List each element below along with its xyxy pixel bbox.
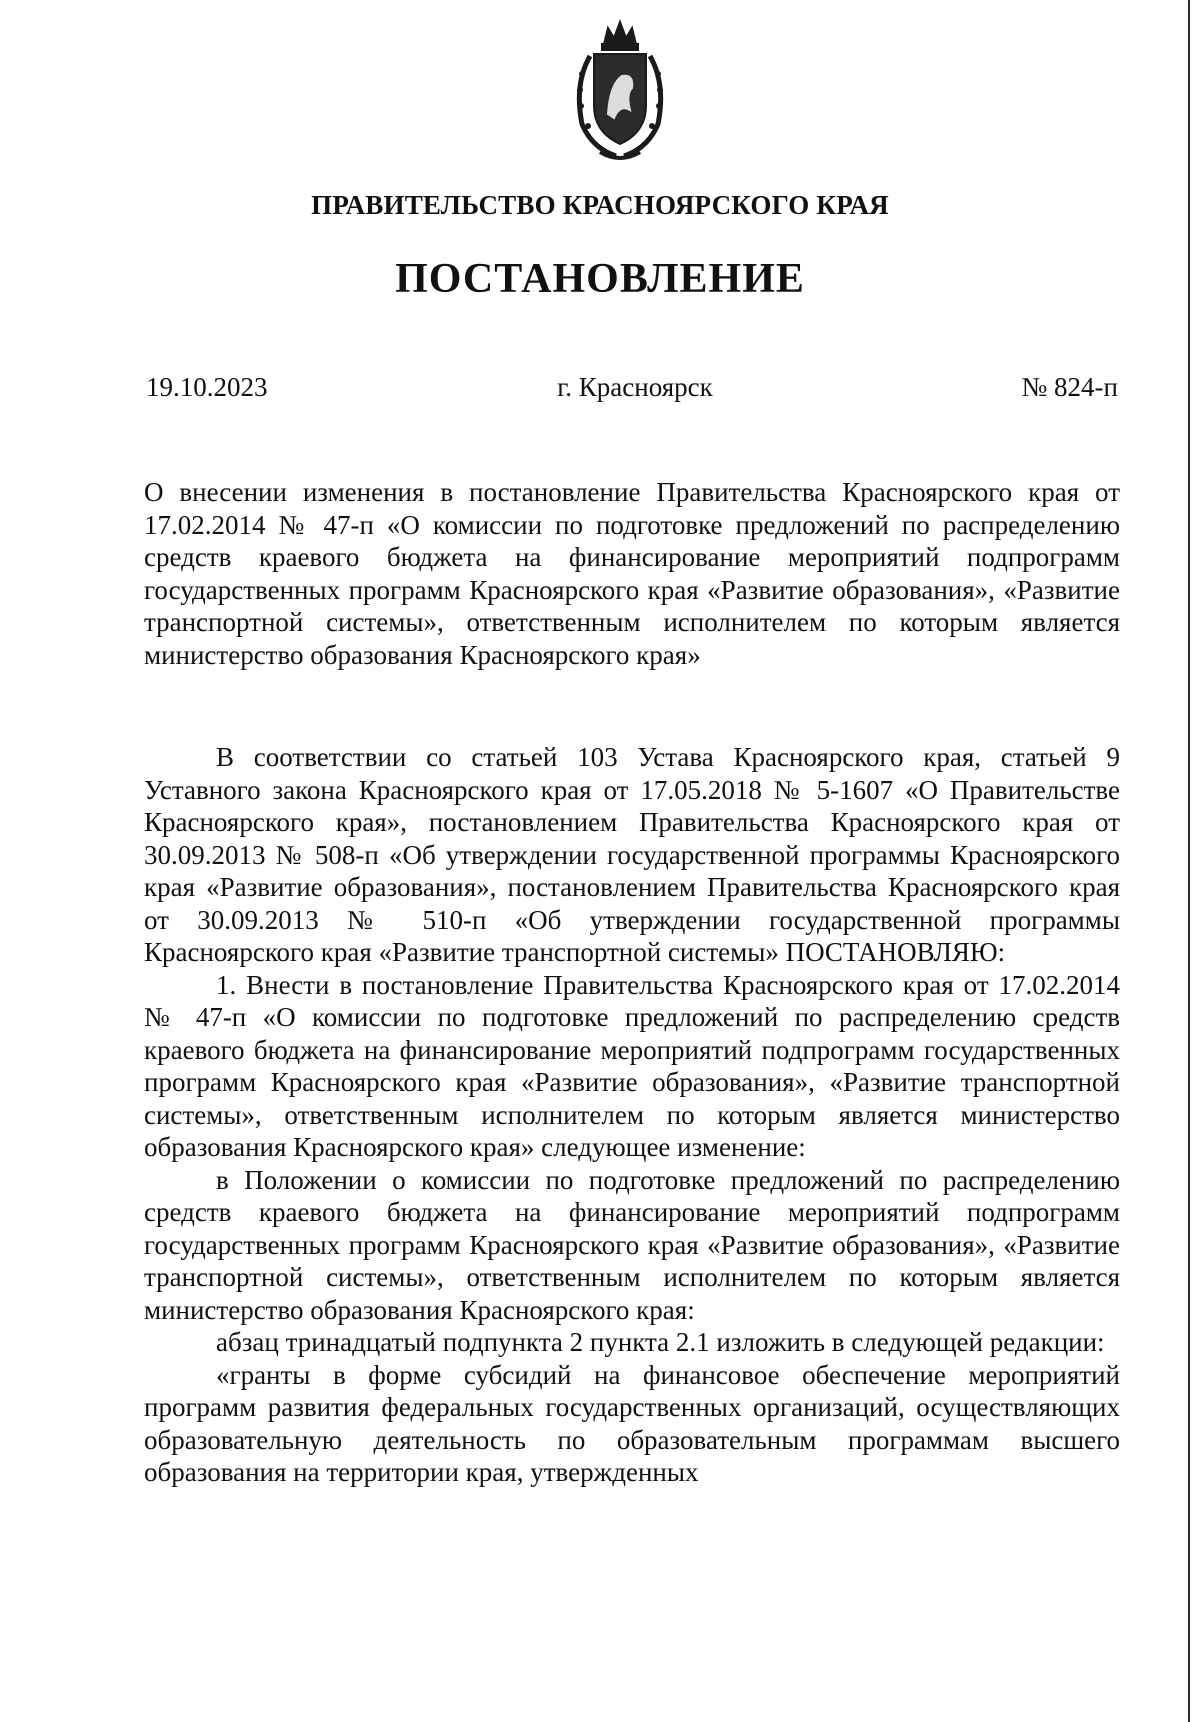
coat-of-arms-icon: [560, 14, 680, 164]
document-number: № 824-п: [1021, 372, 1118, 402]
paragraph-item-1: 1. Внести в постановление Правительства Красноярского края от 17.02.2014 № 47-п «О комиссии по подготовке предложений по распределению средств краевого бюджета на финансирование мероприятий подпрограмм государственных программ Красноярского края «Развитие образования», «Развитие транспортной системы», ответственным исполнителем по которым является министерство образования Красноярского края» следующее изменение:: [144, 969, 1120, 1162]
paragraph-quote: «гранты в форме субсидий на финансовое обеспечение мероприятий программ развития федеральных государственных организаций, осуществляющих образовательную деятельность по образовательным программам высшего образования на территории края, утвержденных: [144, 1359, 1120, 1487]
document-date: 19.10.2023: [146, 372, 268, 402]
organization-name: ПРАВИТЕЛЬСТВО КРАСНОЯРСКОГО КРАЯ: [311, 190, 889, 220]
document-body: [144, 741, 1120, 1489]
document-subject: О внесении изменения в постановление Правительства Красноярского края от 17.02.2014 № 47-п «О комиссии по подготовке предложений по распределению средств краевого бюджета на финансирование мероприятий подпрограмм государственных программ Красноярского края «Развитие образования», «Развитие транспортной системы», ответственным исполнителем по которым является министерство образования Красноярского края»: [144, 477, 1120, 670]
paragraph-preamble: В соответствии со статьей 103 Устава Красноярского края, статьей 9 Уставного закона Красноярского края от 17.05.2018 № 5-1607 «О Правительстве Красноярского края», постановлением Правительства Красноярского края от 30.09.2013 № 508-п «Об утверждении государственной программы Красноярского края «Развитие образования», постановлением Правительства Красноярского края от 30.09.2013 № 510-п «Об утверждении государственной программы Красноярского края «Развитие транспортной системы» ПОСТАНОВЛЯЮ:: [144, 742, 1120, 967]
paragraph-regulation: в Положении о комиссии по подготовке предложений по распределению средств краевого бюджета на финансирование мероприятий подпрограмм государственных программ Красноярского края «Развитие образования», «Развитие транспортной системы», ответственным исполнителем по которым является министерство образования Красноярского края:: [144, 1164, 1120, 1325]
paragraph-amendment: абзац тринадцатый подпункта 2 пункта 2.1 изложить в следующей редакции:: [216, 1327, 1105, 1357]
document-city: г. Красноярск: [557, 372, 713, 402]
document-type: ПОСТАНОВЛЕНИЕ: [395, 256, 805, 302]
